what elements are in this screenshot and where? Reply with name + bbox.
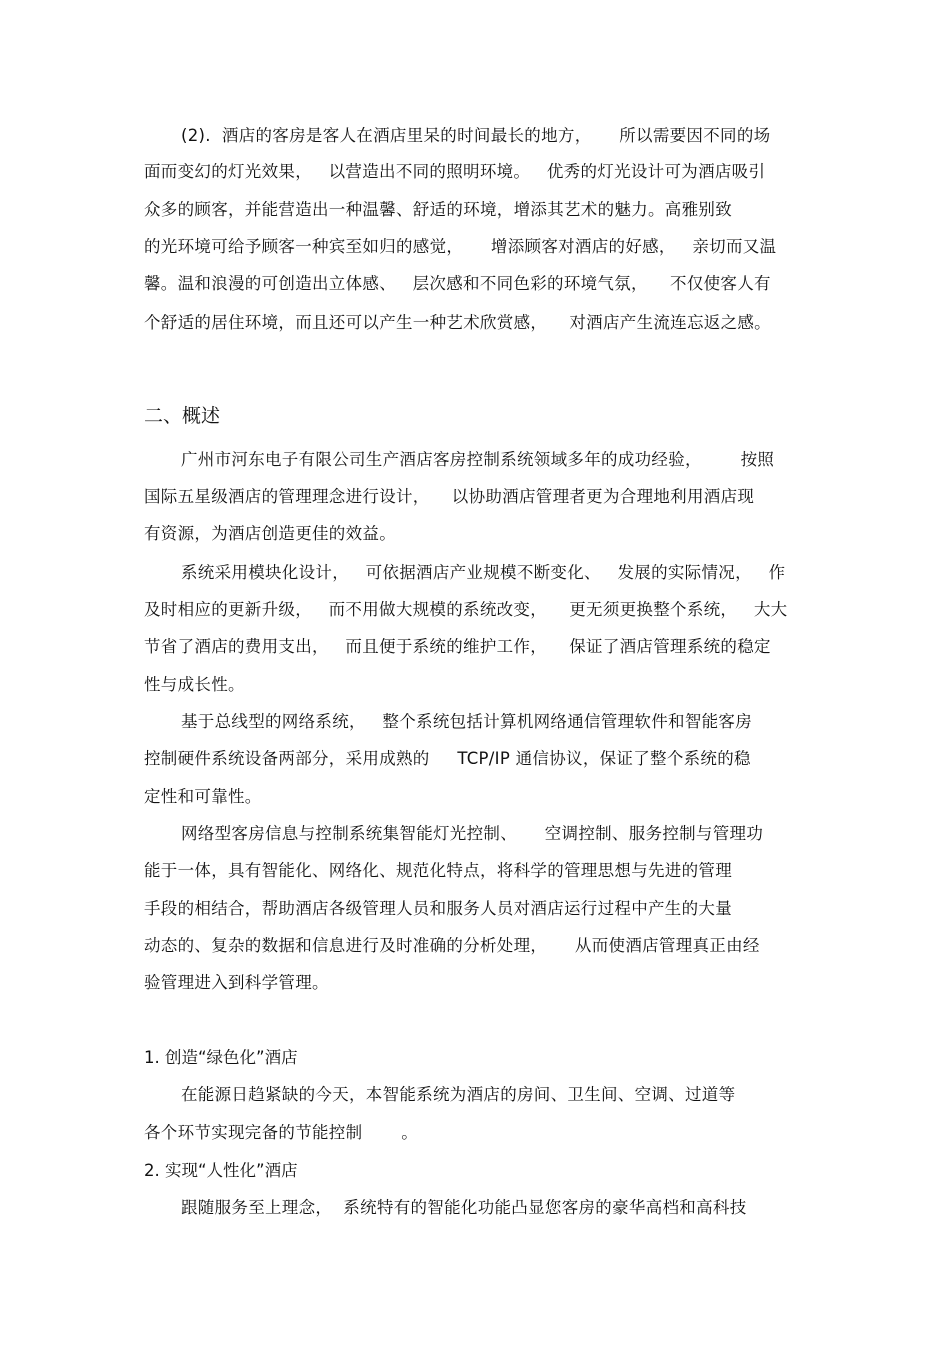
overview-p4-line-1: 网络型客房信息与控制系统集智能灯光控制、 空调控制、服务控制与管理功: [181, 824, 764, 843]
overview-p1-line-1: 广州市河东电子有限公司生产酒店客房控制系统领域多年的成功经验， 按照: [181, 450, 775, 469]
overview-p1-line-2: 国际五星级酒店的管理理念进行设计， 以协助酒店管理者更为合理地利用酒店现: [144, 487, 755, 506]
overview-p2-line-3: 节省了酒店的费用支出， 而且便于系统的维护工作， 保证了酒店管理系统的稳定: [144, 637, 771, 656]
overview-p2-line-1: 系统采用模块化设计， 可依据酒店产业规模不断变化、 发展的实际情况， 作: [181, 563, 786, 582]
overview-p2-line-4: 性与成长性。: [144, 675, 245, 694]
item2-line-1: 跟随服务至上理念， 系统特有的智能化功能凸显您客房的豪华高档和高科技: [181, 1198, 747, 1217]
overview-p2-line-2: 及时相应的更新升级， 而不用做大规模的系统改变， 更无须更换整个系统， 大大: [144, 600, 788, 619]
overview-p4-line-3: 手段的相结合，帮助酒店各级管理人员和服务人员对酒店运行过程中产生的大量: [144, 899, 732, 918]
overview-p1-line-3: 有资源，为酒店创造更佳的效益。: [144, 524, 396, 543]
item1-line-1: 在能源日趋紧缺的今天，本智能系统为酒店的房间、卫生间、空调、过道等: [181, 1085, 736, 1104]
overview-p4-line-5: 验管理进入到科学管理。: [144, 973, 329, 992]
intro-line-5: 馨。温和浪漫的可创造出立体感、 层次感和不同色彩的环境气氛， 不仅使客人有: [144, 274, 771, 293]
intro-line-6: 个舒适的居住环境，而且还可以产生一种艺术欣赏感， 对酒店产生流连忘返之感。: [144, 313, 771, 332]
intro-line-2: 面而变幻的灯光效果， 以营造出不同的照明环境。 优秀的灯光设计可为酒店吸引: [144, 162, 766, 181]
intro-line-3: 众多的顾客，并能营造出一种温馨、舒适的环境，增添其艺术的魅力。高雅别致: [144, 200, 732, 219]
intro-line-4: 的光环境可给予顾客一种宾至如归的感觉， 增添顾客对酒店的好感， 亲切而又温: [144, 237, 777, 256]
overview-p4-line-2: 能于一体，具有智能化、网络化、规范化特点，将科学的管理思想与先进的管理: [144, 861, 732, 880]
item2-heading: 2. 实现“人性化”酒店: [144, 1161, 298, 1180]
overview-p4-line-4: 动态的、复杂的数据和信息进行及时准确的分析处理， 从而使酒店管理真正由经: [144, 936, 760, 955]
overview-p3-line-1: 基于总线型的网络系统， 整个系统包括计算机网络通信管理软件和智能客房: [181, 712, 753, 731]
overview-p3-line-2: 控制硬件系统设备两部分，采用成熟的 TCP/IP 通信协议，保证了整个系统的稳: [144, 749, 751, 768]
item1-line-2: 各个环节实现完备的节能控制 。: [144, 1123, 419, 1142]
item1-heading: 1. 创造“绿色化”酒店: [144, 1048, 298, 1067]
overview-p3-line-3: 定性和可靠性。: [144, 787, 262, 806]
intro-line-1: (2). 酒店的客房是客人在酒店里呆的时间最长的地方， 所以需要因不同的场: [181, 126, 771, 145]
section-heading-overview: 二、概述: [144, 405, 221, 427]
